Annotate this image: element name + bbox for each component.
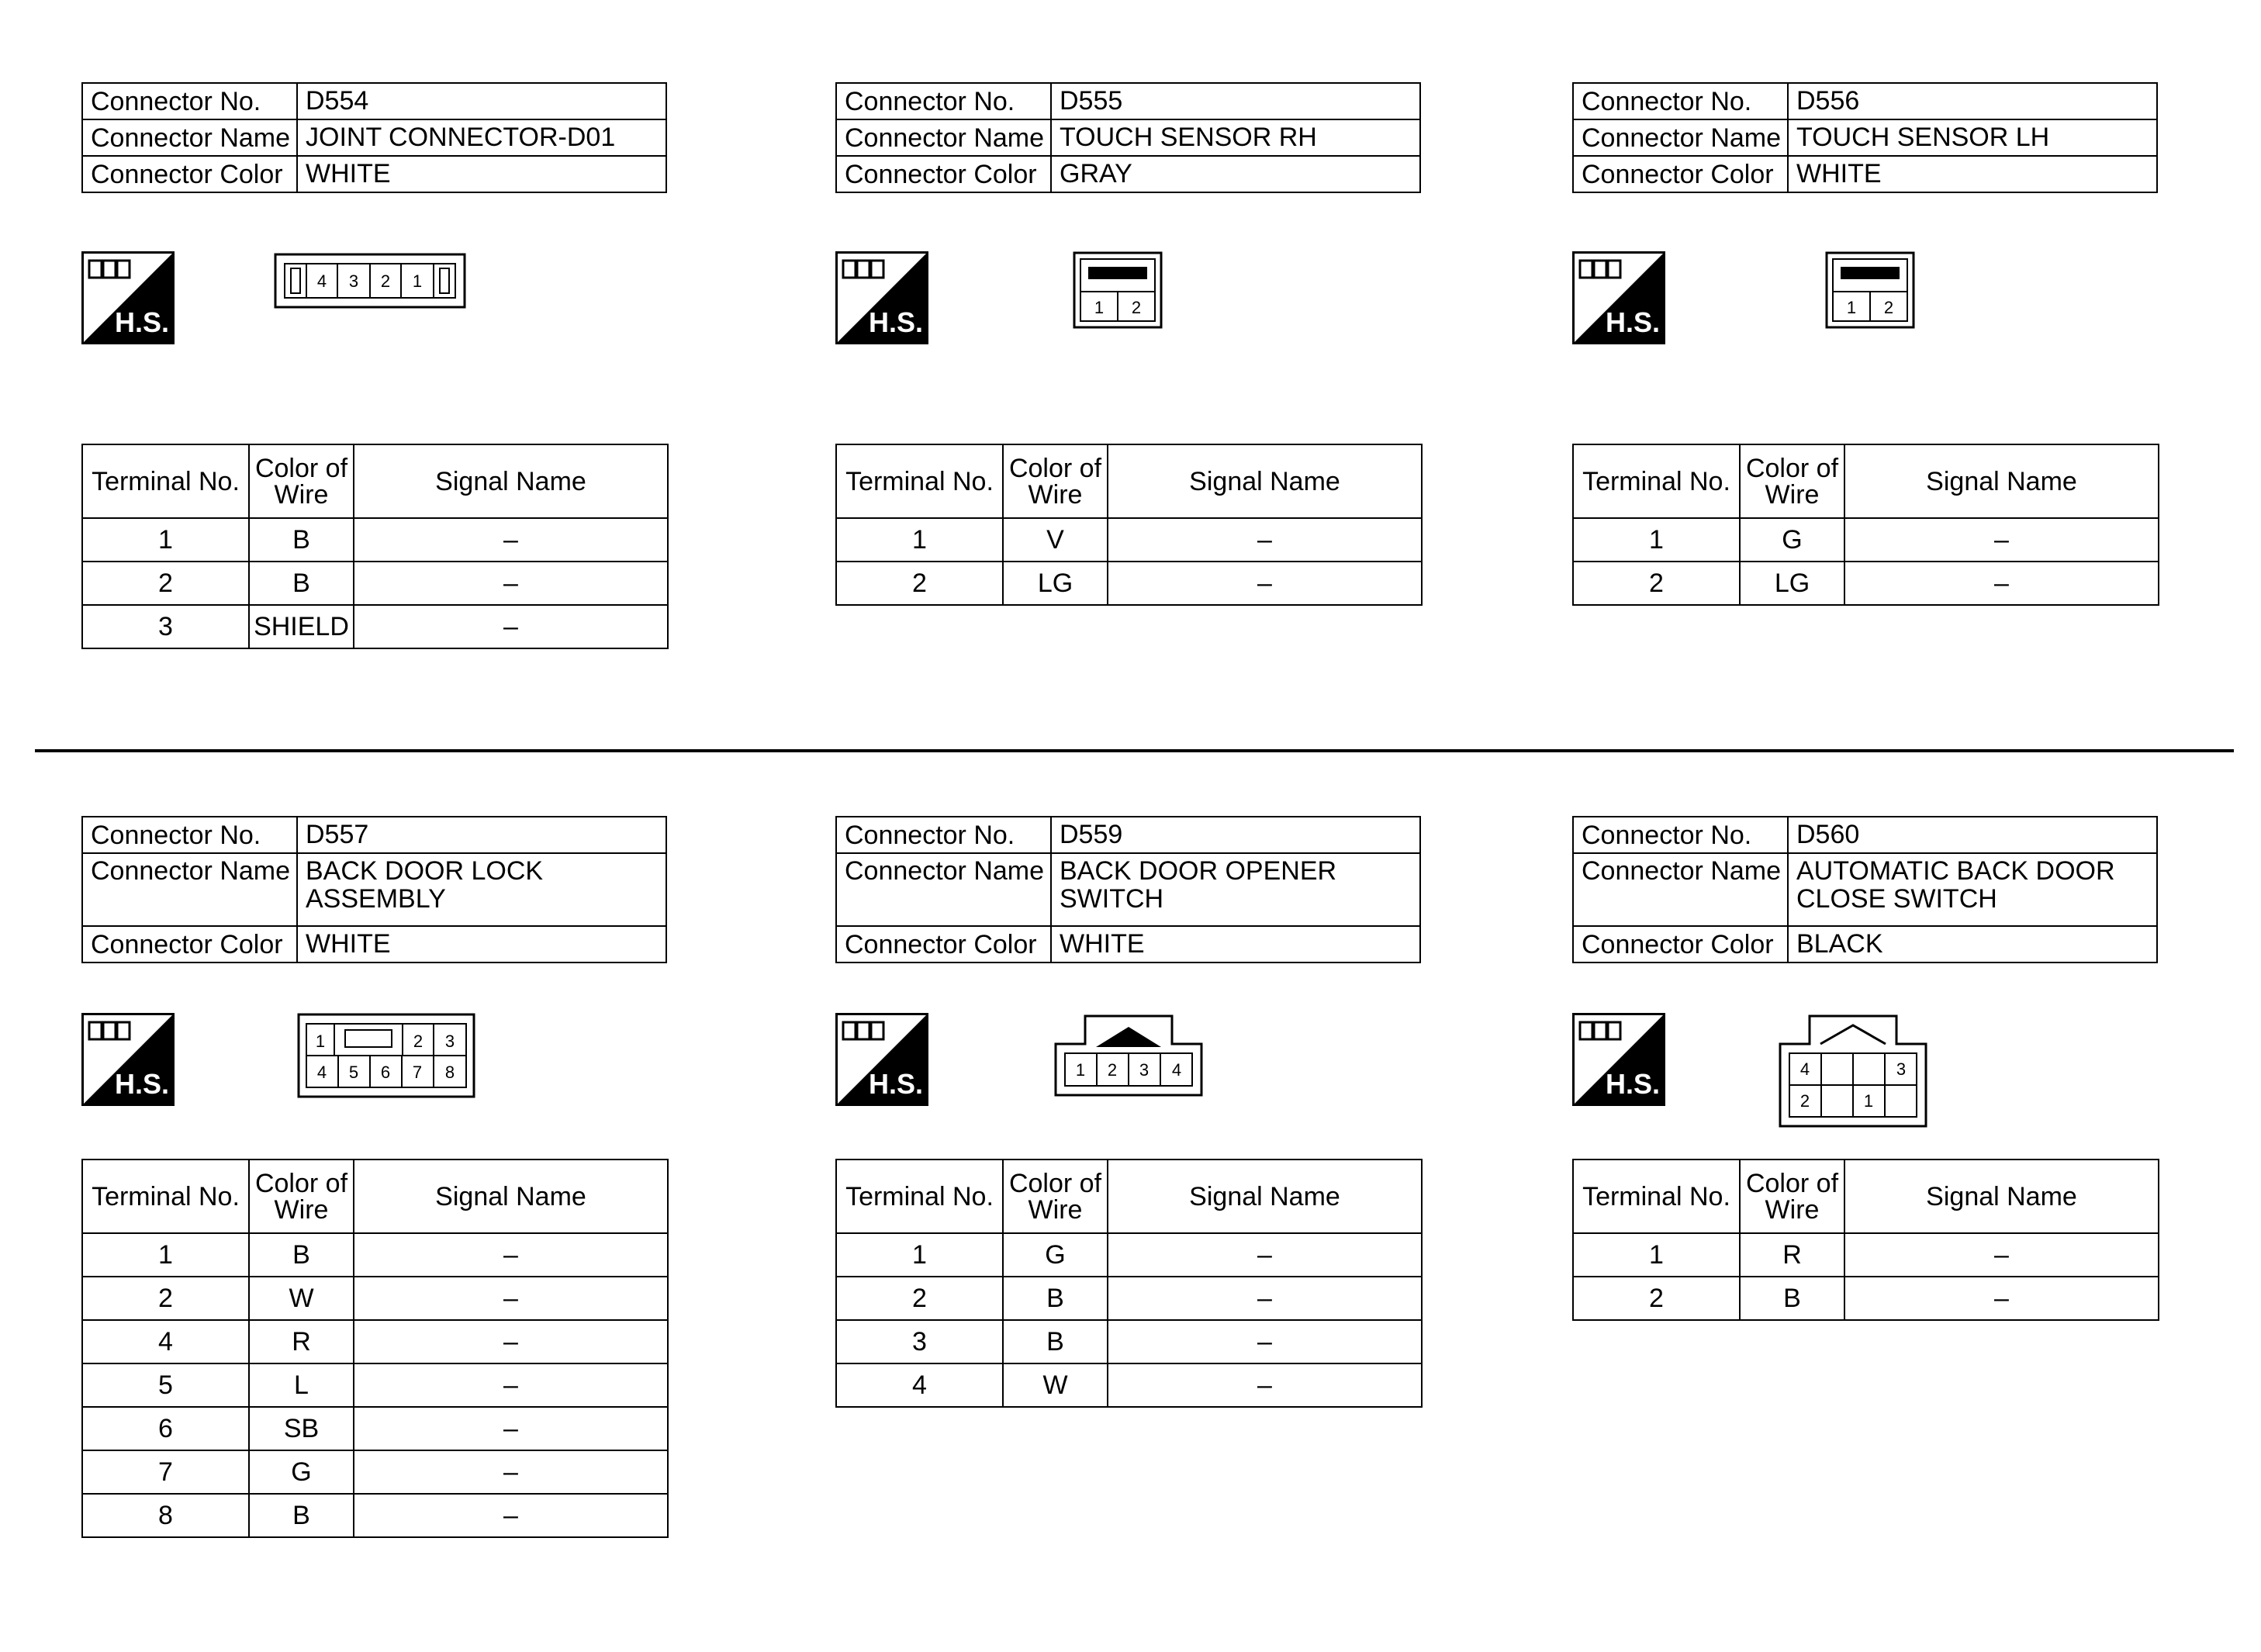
table-row [1573, 1277, 2159, 1320]
terminal-no: 2 [82, 562, 249, 605]
connector-no-label: Connector No. [82, 83, 297, 119]
hs-harness-side-icon [81, 251, 175, 344]
pin-label: 1 [1846, 298, 1857, 317]
connector-face-d557-icon [297, 1013, 475, 1098]
wire-color-header: Color of Wire [249, 444, 354, 518]
wire-color: G [249, 1450, 354, 1494]
connector-name-label: Connector Name [82, 119, 297, 156]
connector-color-label: Connector Color [836, 156, 1051, 192]
terminal-table [1572, 1159, 2159, 1321]
connector-no-value: D560 [1788, 817, 2157, 853]
connector-color-value: WHITE [1788, 156, 2157, 192]
connector-block-d560 [1572, 816, 2162, 1313]
connector-color-value: BLACK [1788, 926, 2157, 963]
connector-info-table [835, 816, 1421, 963]
table-row [836, 518, 1422, 562]
connector-no-value: D559 [1051, 817, 1420, 853]
signal-name: – [1108, 562, 1422, 605]
connector-info-table [81, 816, 667, 963]
wire-color-header: Color of Wire [249, 1160, 354, 1233]
table-row [82, 518, 668, 562]
table-row [82, 1277, 668, 1320]
signal-name: – [1108, 1233, 1422, 1277]
terminal-no-header: Terminal No. [82, 444, 249, 518]
wire-color: W [249, 1277, 354, 1320]
signal-name: – [354, 1450, 668, 1494]
connector-block-d559 [835, 816, 1425, 1400]
wire-color: B [249, 1494, 354, 1537]
connector-color-label: Connector Color [82, 926, 297, 963]
terminal-table [1572, 444, 2159, 606]
signal-name: – [1844, 518, 2159, 562]
signal-name: – [354, 1494, 668, 1537]
wire-color: SHIELD [249, 605, 354, 648]
pin-label: 1 [1094, 298, 1105, 317]
connector-info-table [81, 82, 667, 193]
table-row [1573, 562, 2159, 605]
signal-name: – [354, 1277, 668, 1320]
signal-name: – [1108, 1320, 1422, 1363]
connector-block-d555 [835, 82, 1425, 598]
signal-name: – [354, 1407, 668, 1450]
connector-face-d554-icon [274, 253, 466, 309]
connector-face-d556-icon [1825, 251, 1915, 329]
wire-color: B [1003, 1277, 1108, 1320]
hs-badge-text: H.S. [1605, 306, 1661, 338]
pin-label: 5 [348, 1063, 359, 1082]
wire-color: B [1740, 1277, 1844, 1320]
terminal-no-header: Terminal No. [836, 444, 1003, 518]
terminal-no: 4 [82, 1320, 249, 1363]
connector-info-table [835, 82, 1421, 193]
signal-name: – [1108, 1277, 1422, 1320]
hs-harness-side-icon [1572, 251, 1665, 344]
connector-name-label: Connector Name [836, 853, 1051, 926]
connector-name-value: JOINT CONNECTOR-D01 [297, 119, 666, 156]
connector-name-label: Connector Name [1573, 853, 1788, 926]
signal-name: – [354, 1233, 668, 1277]
wire-color: L [249, 1363, 354, 1407]
pin-label: 2 [413, 1032, 424, 1051]
wire-color: W [1003, 1363, 1108, 1407]
connector-color-value: WHITE [297, 156, 666, 192]
wire-color: LG [1003, 562, 1108, 605]
wire-color: G [1740, 518, 1844, 562]
hs-badge-text: H.S. [868, 1068, 924, 1100]
wire-color: SB [249, 1407, 354, 1450]
wire-color: B [249, 562, 354, 605]
pin-label: 1 [1075, 1060, 1086, 1080]
terminal-no: 1 [1573, 518, 1740, 562]
connector-color-label: Connector Color [1573, 926, 1788, 963]
terminal-no: 2 [836, 1277, 1003, 1320]
terminal-no: 1 [836, 1233, 1003, 1277]
terminal-no: 1 [82, 1233, 249, 1277]
signal-name: – [1108, 518, 1422, 562]
table-row [82, 1233, 668, 1277]
table-row [82, 1450, 668, 1494]
pin-label: 1 [315, 1032, 326, 1051]
pin-label: 3 [348, 271, 359, 291]
connector-no-label: Connector No. [1573, 817, 1788, 853]
pin-label: 1 [1863, 1091, 1874, 1111]
wire-color: B [249, 518, 354, 562]
connector-color-value: GRAY [1051, 156, 1420, 192]
terminal-no: 1 [1573, 1233, 1740, 1277]
terminal-no-header: Terminal No. [836, 1160, 1003, 1233]
pin-label: 7 [412, 1063, 423, 1082]
connector-name-value: AUTOMATIC BACK DOOR CLOSE SWITCH [1788, 853, 2157, 926]
wire-color-header: Color of Wire [1003, 444, 1108, 518]
signal-name: – [1844, 562, 2159, 605]
terminal-table [835, 444, 1423, 606]
signal-name: – [1108, 1363, 1422, 1407]
signal-name-header: Signal Name [1108, 1160, 1422, 1233]
signal-name: – [354, 562, 668, 605]
pin-label: 1 [412, 271, 423, 291]
wire-color: V [1003, 518, 1108, 562]
connector-no-label: Connector No. [836, 817, 1051, 853]
connector-name-label: Connector Name [1573, 119, 1788, 156]
table-row [82, 605, 668, 648]
table-row [836, 1363, 1422, 1407]
table-row [1573, 1233, 2159, 1277]
wire-color: B [249, 1233, 354, 1277]
connector-no-label: Connector No. [82, 817, 297, 853]
pin-label: 6 [380, 1063, 391, 1082]
signal-name-header: Signal Name [1844, 1160, 2159, 1233]
terminal-no: 2 [836, 562, 1003, 605]
wire-color: LG [1740, 562, 1844, 605]
pin-label: 4 [1799, 1059, 1810, 1079]
connector-info-table [1572, 82, 2158, 193]
terminal-no-header: Terminal No. [82, 1160, 249, 1233]
connector-color-value: WHITE [297, 926, 666, 963]
signal-name-header: Signal Name [1108, 444, 1422, 518]
connector-color-value: WHITE [1051, 926, 1420, 963]
pin-label: 3 [1896, 1059, 1907, 1079]
connector-no-value: D557 [297, 817, 666, 853]
hs-badge-text: H.S. [868, 306, 924, 338]
signal-name: – [354, 1320, 668, 1363]
connector-block-d556 [1572, 82, 2162, 598]
signal-name: – [1844, 1277, 2159, 1320]
connector-face-d559-icon [1054, 1013, 1203, 1097]
terminal-no-header: Terminal No. [1573, 444, 1740, 518]
terminal-no: 7 [82, 1450, 249, 1494]
pin-label: 4 [1171, 1060, 1182, 1080]
connector-face-d555-icon [1073, 251, 1163, 329]
connector-no-label: Connector No. [836, 83, 1051, 119]
connector-block-d557 [81, 816, 671, 1530]
connector-name-value: TOUCH SENSOR LH [1788, 119, 2157, 156]
terminal-table [81, 444, 669, 649]
connector-no-value: D555 [1051, 83, 1420, 119]
hs-harness-side-icon [835, 1013, 928, 1106]
terminal-no: 2 [82, 1277, 249, 1320]
pin-label: 2 [1107, 1060, 1118, 1080]
pin-label: 2 [1799, 1091, 1810, 1111]
connector-name-value: BACK DOOR LOCK ASSEMBLY [297, 853, 666, 926]
pin-label: 4 [316, 1063, 327, 1082]
table-row [82, 1407, 668, 1450]
signal-name: – [354, 518, 668, 562]
pin-label: 2 [380, 271, 391, 291]
connector-name-value: TOUCH SENSOR RH [1051, 119, 1420, 156]
signal-name-header: Signal Name [354, 444, 668, 518]
table-row [82, 562, 668, 605]
signal-name: – [1844, 1233, 2159, 1277]
pin-label: 4 [316, 271, 327, 291]
hs-badge-text: H.S. [114, 1068, 170, 1100]
signal-name: – [354, 1363, 668, 1407]
terminal-no: 8 [82, 1494, 249, 1537]
hs-harness-side-icon [1572, 1013, 1665, 1106]
signal-name: – [354, 605, 668, 648]
connector-color-label: Connector Color [836, 926, 1051, 963]
connector-color-label: Connector Color [1573, 156, 1788, 192]
wire-color: G [1003, 1233, 1108, 1277]
table-row [1573, 518, 2159, 562]
table-row [836, 562, 1422, 605]
hs-badge-text: H.S. [114, 306, 170, 338]
terminal-no-header: Terminal No. [1573, 1160, 1740, 1233]
wire-color: R [249, 1320, 354, 1363]
connector-name-label: Connector Name [836, 119, 1051, 156]
table-row [82, 1494, 668, 1537]
hs-harness-side-icon [81, 1013, 175, 1106]
wire-color-header: Color of Wire [1003, 1160, 1108, 1233]
terminal-no: 3 [82, 605, 249, 648]
terminal-no: 3 [836, 1320, 1003, 1363]
wire-color-header: Color of Wire [1740, 1160, 1844, 1233]
connector-face-d560-icon [1779, 1013, 1927, 1128]
wire-color-header: Color of Wire [1740, 444, 1844, 518]
terminal-no: 1 [82, 518, 249, 562]
terminal-no: 1 [836, 518, 1003, 562]
section-divider [35, 749, 2234, 752]
terminal-no: 5 [82, 1363, 249, 1407]
connector-no-label: Connector No. [1573, 83, 1788, 119]
terminal-no: 6 [82, 1407, 249, 1450]
connector-name-label: Connector Name [82, 853, 297, 926]
terminal-table [81, 1159, 669, 1538]
terminal-table [835, 1159, 1423, 1408]
table-row [82, 1363, 668, 1407]
pin-label: 3 [444, 1032, 455, 1051]
pin-label: 8 [444, 1063, 455, 1082]
table-row [836, 1277, 1422, 1320]
wire-color: B [1003, 1320, 1108, 1363]
connector-info-table [1572, 816, 2158, 963]
table-row [836, 1320, 1422, 1363]
wire-color: R [1740, 1233, 1844, 1277]
terminal-no: 4 [836, 1363, 1003, 1407]
hs-badge-text: H.S. [1605, 1068, 1661, 1100]
signal-name-header: Signal Name [1844, 444, 2159, 518]
connector-color-label: Connector Color [82, 156, 297, 192]
connector-name-value: BACK DOOR OPENER SWITCH [1051, 853, 1420, 926]
pin-label: 2 [1131, 298, 1142, 317]
pin-label: 2 [1883, 298, 1894, 317]
hs-harness-side-icon [835, 251, 928, 344]
table-row [836, 1233, 1422, 1277]
signal-name-header: Signal Name [354, 1160, 668, 1233]
table-row [82, 1320, 668, 1363]
connector-no-value: D554 [297, 83, 666, 119]
terminal-no: 2 [1573, 562, 1740, 605]
terminal-no: 2 [1573, 1277, 1740, 1320]
connector-block-d554 [81, 82, 671, 641]
pin-label: 3 [1139, 1060, 1150, 1080]
connector-no-value: D556 [1788, 83, 2157, 119]
